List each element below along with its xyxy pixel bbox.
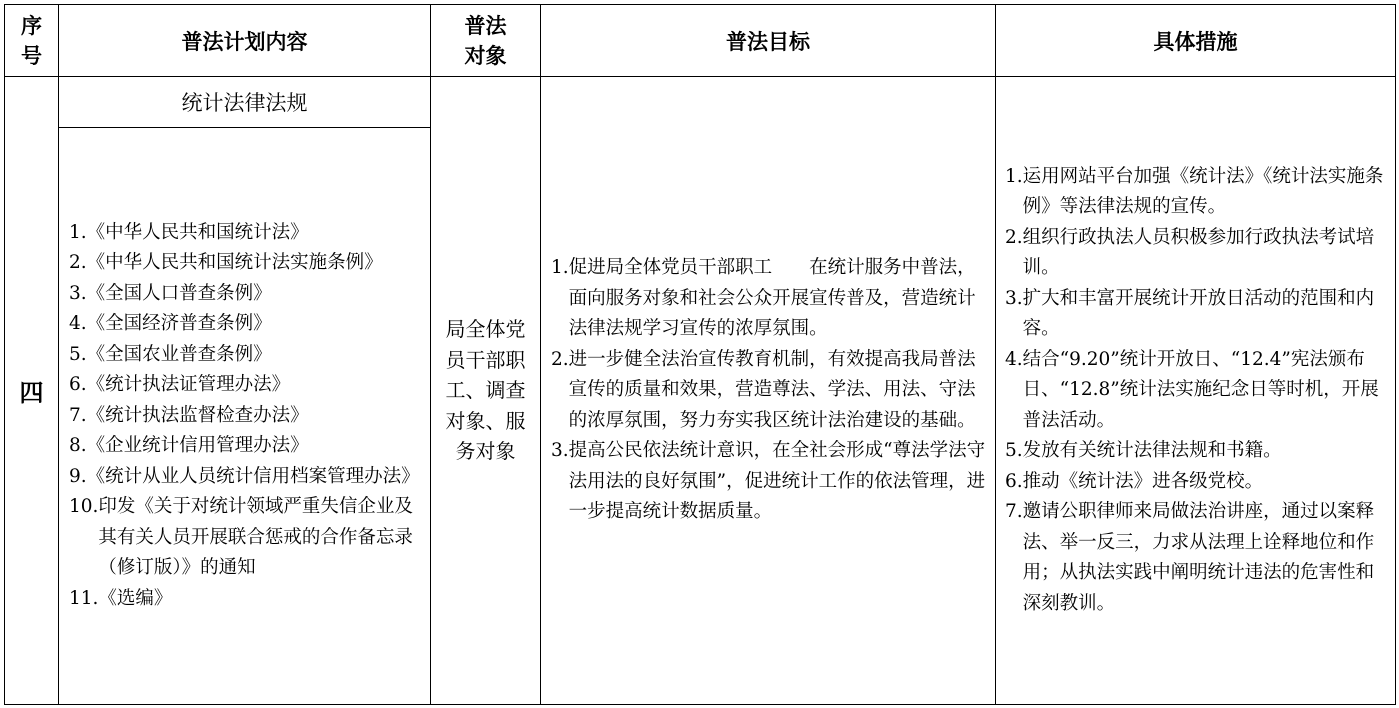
item-number: 3.: [69, 282, 87, 304]
item-text: 结合“9.20”统计开放日、“12.4”宪法颁布日、“12.8”统计法实施纪念日等时机，开展普法活动。: [1022, 348, 1379, 431]
item-number: 2.: [1005, 226, 1023, 248]
laws-list: [69, 218, 420, 615]
header-goal: 普法目标: [541, 5, 996, 77]
item-number: 5.: [1005, 440, 1023, 462]
list-item: [1005, 223, 1385, 284]
item-number: 3.: [1005, 287, 1023, 309]
header-content: 普法计划内容: [59, 5, 431, 77]
item-number: 2.: [551, 348, 569, 370]
item-text: 《统计执法监督检查办法》: [86, 404, 309, 426]
item-text: 组织行政执法人员积极参加行政执法考试培训。: [1022, 226, 1375, 279]
list-item: [1005, 497, 1385, 619]
list-item: [1005, 162, 1385, 223]
item-text: 发放有关统计法律法规和书籍。: [1022, 440, 1282, 462]
item-number: 4.: [1005, 348, 1023, 370]
item-number: 1.: [551, 257, 569, 279]
row-seq: 四: [5, 77, 59, 705]
item-text: 《统计执法证管理办法》: [86, 374, 291, 396]
header-audience-label: 普法 对象: [464, 13, 507, 68]
measures-list: [1005, 162, 1385, 620]
item-number: 6.: [1005, 470, 1023, 492]
item-text: 提高公民依法统计意识，在全社会形成“尊法学法守法用法的良好氛围”，促进统计工作的依法管理，进一步提高统计数据质量。: [568, 440, 986, 523]
list-item: [69, 584, 420, 615]
list-item: [69, 340, 420, 371]
audience-text: 局全体党员干部职工、调查对象、服务对象: [445, 317, 526, 464]
item-number: 5.: [69, 343, 87, 365]
audience-cell: [431, 77, 541, 705]
list-item: [1005, 467, 1385, 498]
measures-cell: [996, 77, 1396, 705]
item-text: 《选编》: [98, 587, 173, 609]
laws-cell: [59, 128, 431, 705]
item-text: 促进局全体党员干部职工 在统计服务中普法，面向服务对象和社会公众开展宣传普及，营造统计法律法规学习宣传的浓厚氛围。: [568, 257, 976, 340]
list-item: [69, 218, 420, 249]
category-row: [5, 77, 1396, 128]
list-item: [551, 253, 987, 345]
item-number: 7.: [1005, 501, 1023, 523]
item-text: 《全国人口普查条例》: [86, 282, 272, 304]
list-item: [1005, 345, 1385, 437]
list-item: [69, 370, 420, 401]
item-text: 《企业统计信用管理办法》: [86, 435, 309, 457]
list-item: [69, 248, 420, 279]
list-item: [69, 309, 420, 340]
item-number: 10.: [69, 496, 99, 518]
item-text: 进一步健全法治宣传教育机制，有效提高我局普法宣传的质量和效果，营造尊法、学法、用法、守法的浓厚氛围，努力夯实我区统计法治建设的基础。: [568, 348, 976, 431]
item-text: 运用网站平台加强《统计法》《统计法实施条例》等法律法规的宣传。: [1022, 165, 1384, 218]
goals-cell: [541, 77, 996, 705]
law-plan-table: [4, 4, 1396, 705]
list-item: [1005, 284, 1385, 345]
item-number: 4.: [69, 313, 87, 335]
list-item: [69, 431, 420, 462]
item-number: 6.: [69, 374, 87, 396]
list-item: [551, 436, 987, 528]
goals-list: [551, 253, 987, 528]
item-text: 推动《统计法》进各级党校。: [1022, 470, 1264, 492]
item-text: 《全国经济普查条例》: [86, 313, 272, 335]
item-number: 1.: [1005, 165, 1023, 187]
item-number: 1.: [69, 221, 87, 243]
item-text: 印发《关于对统计领域严重失信企业及其有关人员开展联合惩戒的合作备忘录（修订版）》的通知: [98, 496, 413, 579]
list-item: [69, 279, 420, 310]
item-text: 邀请公职律师来局做法治讲座，通过以案释法、举一反三，力求从法理上诠释地位和作用；从执法实践中阐明统计违法的危害性和深刻教训。: [1022, 501, 1375, 614]
header-audience: [431, 5, 541, 77]
header-seq-label: 序 号: [21, 13, 42, 68]
header-seq: [5, 5, 59, 77]
header-measures: 具体措施: [996, 5, 1396, 77]
item-number: 2.: [69, 252, 87, 274]
list-item: [551, 345, 987, 437]
list-item: [69, 401, 420, 432]
category-title: 统计法律法规: [59, 77, 431, 128]
item-text: 《中华人民共和国统计法实施条例》: [86, 252, 383, 274]
item-number: 11.: [69, 587, 99, 609]
list-item: [1005, 436, 1385, 467]
item-text: 《统计从业人员统计信用档案管理办法》: [86, 465, 420, 487]
item-text: 《全国农业普查条例》: [86, 343, 272, 365]
item-text: 《中华人民共和国统计法》: [86, 221, 309, 243]
list-item: [69, 492, 420, 584]
header-row: [5, 5, 1396, 77]
item-text: 扩大和丰富开展统计开放日活动的范围和内容。: [1022, 287, 1375, 340]
item-number: 8.: [69, 435, 87, 457]
item-number: 7.: [69, 404, 87, 426]
item-number: 9.: [69, 465, 87, 487]
list-item: [69, 462, 420, 493]
item-number: 3.: [551, 440, 569, 462]
